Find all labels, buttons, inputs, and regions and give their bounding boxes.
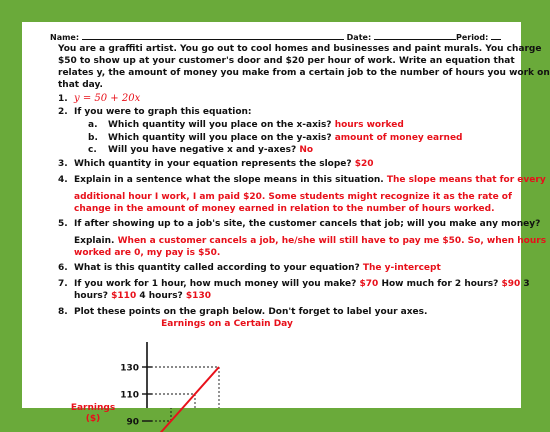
- q7-line-2: [74, 290, 211, 302]
- q5-explain: Explain.: [74, 236, 115, 246]
- q5-answer-2: worked are 0, my pay is $50.: [74, 248, 221, 258]
- y-tick-label-130: 130: [120, 363, 139, 374]
- period-label: Period:: [455, 33, 489, 42]
- q8-number: 8.: [58, 307, 68, 317]
- q7-text-4: hours?: [74, 291, 109, 301]
- q7-answer-2: $90: [501, 279, 521, 289]
- q4-line-1: [74, 174, 546, 186]
- q2-number: 2.: [58, 107, 68, 117]
- q6-text: What is this quantity called according to your equation?: [74, 263, 360, 273]
- q3-text: Which quantity in your equation represents the slope?: [74, 159, 352, 169]
- q7-number: 7.: [58, 279, 68, 289]
- q6-line: [74, 262, 441, 274]
- intro-line-2: $50 to show up at your customer's door and $20 per hour of work. Write an equation that: [58, 56, 515, 66]
- q4-text: Explain in a sentence what the slope means in this situation.: [74, 175, 384, 185]
- q3-answer: $20: [354, 159, 374, 169]
- q5-text: If after showing up to a job's site, the customer cancels that job; will you make any money?: [74, 219, 541, 229]
- q7-line-1: [74, 278, 530, 290]
- q2c-label: c.: [88, 145, 97, 155]
- q5-number: 5.: [58, 219, 68, 229]
- q8-text: Plot these points on the graph below. Don't forget to label your axes.: [74, 307, 428, 317]
- name-blank[interactable]: [82, 30, 344, 40]
- period-blank[interactable]: [491, 30, 501, 40]
- date-blank[interactable]: [374, 30, 456, 40]
- y-tick-label-90: 90: [126, 417, 139, 428]
- q7-text-5: 4 hours?: [139, 291, 183, 301]
- q4-answer-2: additional hour I work, I am paid $20. Some students might recognize it as the rate of: [74, 192, 512, 202]
- chart-title: Earnings on a Certain Day: [161, 319, 293, 329]
- y-axis-label-line-1: Earnings: [70, 403, 116, 414]
- earnings-line: [147, 367, 219, 432]
- y-tick-label-110: 110: [120, 390, 139, 401]
- q3-line: [74, 158, 374, 170]
- q6-number: 6.: [58, 263, 68, 273]
- q5-line-2: [74, 235, 546, 247]
- worksheet: [22, 22, 550, 428]
- q2b-text: Which quantity will you place on the y-axis?: [108, 133, 332, 143]
- name-label: Name:: [50, 33, 80, 42]
- date-label: Date:: [346, 33, 372, 42]
- q3-number: 3.: [58, 159, 68, 169]
- q4-number: 4.: [58, 175, 68, 185]
- q2a-text: Which quantity will you place on the x-axis?: [108, 120, 332, 130]
- earnings-chart: [22, 312, 521, 428]
- q2a-label: a.: [88, 120, 98, 130]
- q7-answer-1: $70: [359, 279, 379, 289]
- q7-answer-3: $110: [111, 291, 137, 301]
- q1-answer: y = 50 + 20x: [74, 93, 141, 104]
- intro-line-3: relates y, the amount of money you make from a certain job to the number of hours you work on: [58, 68, 550, 78]
- q2b-label: b.: [88, 133, 98, 143]
- q7-text-3: 3: [523, 279, 530, 289]
- q1-number: 1.: [58, 94, 68, 104]
- q2c-line: [108, 144, 313, 156]
- q2c-answer: No: [299, 145, 314, 155]
- y-axis-label-line-2: ($): [85, 414, 101, 425]
- q2b-answer: amount of money earned: [334, 133, 463, 143]
- q6-answer: The y-intercept: [362, 263, 441, 273]
- q2b-line: [108, 132, 463, 144]
- q7-text-1: If you work for 1 hour, how much money will you make?: [74, 279, 357, 289]
- header-row: [50, 30, 501, 44]
- intro-line-4: that day.: [58, 80, 103, 90]
- q7-answer-4: $130: [185, 291, 211, 301]
- q2a-answer: hours worked: [334, 120, 404, 130]
- q2c-text: Will you have negative x and y-axes?: [108, 145, 297, 155]
- q5-answer-1: When a customer cancels a job, he/she will still have to pay me $50. So, when hours: [117, 236, 547, 246]
- q4-answer-1: The slope means that for every: [386, 175, 546, 185]
- q4-answer-3: change in the amount of money earned in relation to the number of hours worked.: [74, 204, 495, 214]
- q7-text-2: How much for 2 hours?: [381, 279, 499, 289]
- intro-line-1: You are a graffiti artist. You go out to cool homes and businesses and paint murals. You charge: [58, 44, 542, 54]
- q2a-line: [108, 119, 404, 131]
- q2-text: If you were to graph this equation:: [74, 107, 252, 117]
